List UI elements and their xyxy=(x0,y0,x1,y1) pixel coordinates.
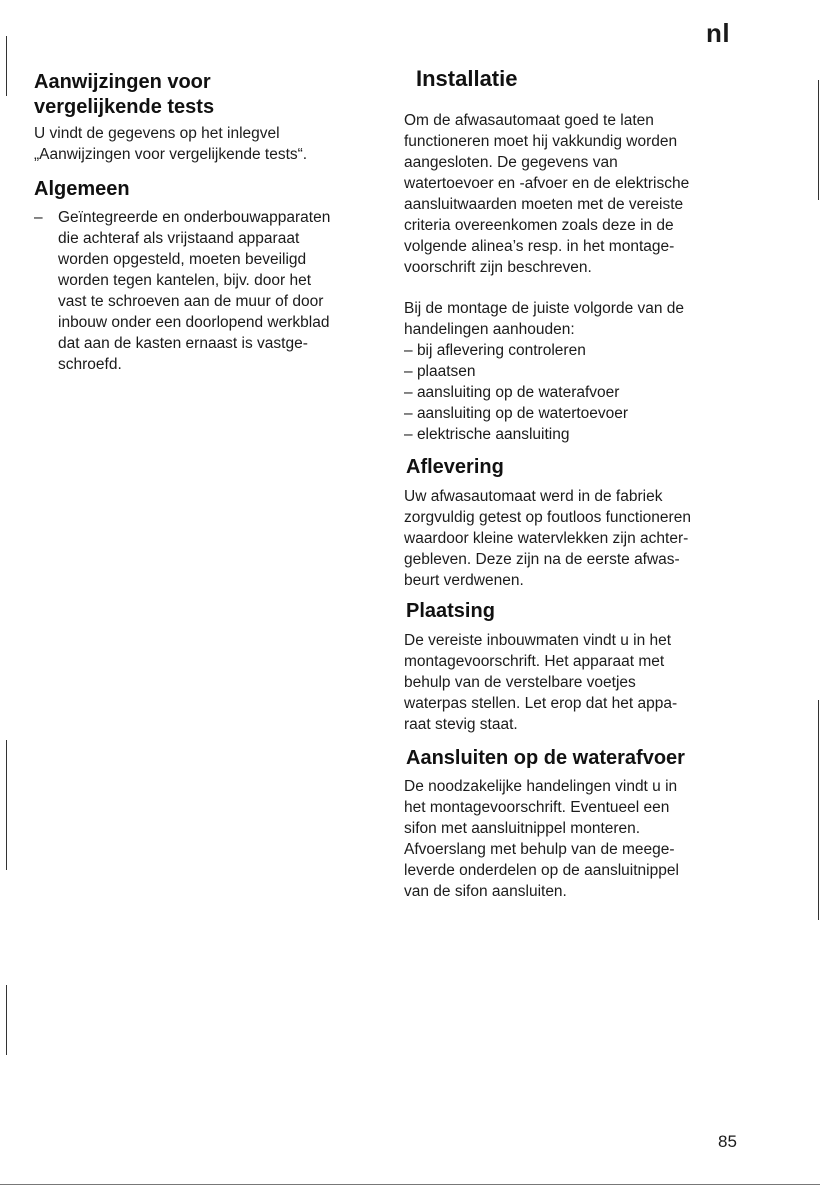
installatie-text: Om de afwasautomaat goed te laten functioneren moet hij vakkundig worden aangesloten. De gegevens van watertoevoer en -afvoer en de elektrische aansluitwaarden moeten met de vereiste criteria overeenkomen zoals deze in de volgende alinea’s resp. in het montage- voorschrift zijn beschreven. xyxy=(404,112,690,276)
installatie-steps xyxy=(404,340,744,445)
scan-edge-right-2 xyxy=(818,700,819,920)
waterafvoer-text: De noodzakelijke handelingen vindt u in het montagevoorschrift. Eventueel een sifon met aansluitnippel monteren. Afvoerslang met behulp van de meege- leverde onderdelen op de aansluitnippel van de sifon aansluiten. xyxy=(404,778,679,900)
step-item: – plaatsen xyxy=(404,361,744,382)
section-title-waterafvoer: Aansluiten op de waterafvoer xyxy=(406,747,685,769)
language-code: nl xyxy=(706,18,731,48)
scan-edge-left-2 xyxy=(6,740,7,870)
bullet-text: Geïntegreerde en onderbouwapparaten die achteraf als vrijstaand apparaat worden opgesteld, moeten beveiligd worden tegen kantelen, bijv. door het vast te schroeven aan de muur of door inbouw onder een doorlopend werkblad dat aan de kasten ernaast is vastge- schroefd. xyxy=(58,209,331,373)
plaatsing-text: De vereiste inbouwmaten vindt u in het montagevoorschrift. Het apparaat met behulp van de verstelbare voetjes waterpas stellen. Let erop dat het appa- raat stevig staat. xyxy=(404,632,678,733)
vergelijkende-tests-text: U vindt de gegevens op het inlegvel „Aanwijzingen voor vergelijkende tests“. xyxy=(34,125,308,163)
section-title-plaatsing: Plaatsing xyxy=(406,600,495,622)
scan-edge-right xyxy=(818,80,819,200)
scan-edge-left-3 xyxy=(6,985,7,1055)
step-item: – aansluiting op de watertoevoer xyxy=(404,403,744,424)
section-title-algemeen: Algemeen xyxy=(34,178,130,200)
algemeen-bullet xyxy=(34,207,379,375)
bullet-dash: – xyxy=(34,209,43,226)
page-number: 85 xyxy=(718,1132,737,1151)
scan-edge-left xyxy=(6,36,7,96)
section-title-vergelijkende-tests: Aanwijzingen voor vergelijkende tests xyxy=(34,71,215,118)
installatie-order-text: Bij de montage de juiste volgorde van de handelingen aanhouden: xyxy=(404,300,685,338)
step-item: – elektrische aansluiting xyxy=(404,424,744,445)
aflevering-text: Uw afwasautomaat werd in de fabriek zorgvuldig getest op foutloos functioneren waardoor kleine watervlekken zijn achter- gebleven. Deze zijn na de eerste afwas- beurt verdwenen. xyxy=(404,488,691,589)
step-item: – aansluiting op de waterafvoer xyxy=(404,382,744,403)
scan-edge-bottom xyxy=(0,1184,820,1185)
section-title-installatie: Installatie xyxy=(416,66,518,91)
step-item: – bij aflevering controleren xyxy=(404,340,744,361)
section-title-aflevering: Aflevering xyxy=(406,456,504,478)
